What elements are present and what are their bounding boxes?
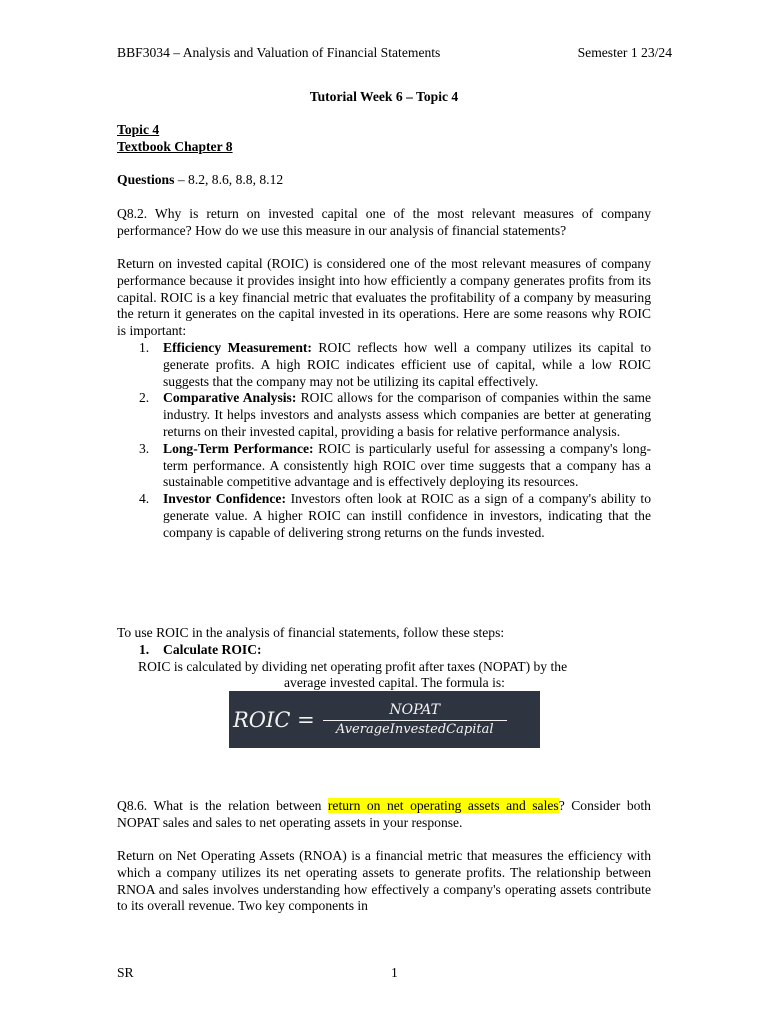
list-text: ROIC allows for the comparison of companies within the same industry. It helps investors and analysts assess which companies are better at generating returns on their invested capital, providing a basis for relative performance analysis. (163, 390, 651, 439)
page-footer (117, 965, 651, 981)
step-title: Calculate ROIC: (163, 641, 262, 657)
page-title: Tutorial Week 6 – Topic 4 (309, 89, 459, 104)
reasons-list (117, 340, 651, 542)
page-number: 1 (391, 965, 398, 980)
list-item (117, 390, 651, 440)
fraction-bar (323, 720, 507, 721)
chapter-line: Textbook Chapter 8 (117, 138, 233, 154)
formula-fraction (323, 702, 507, 738)
steps-intro: To use ROIC in the analysis of financial statements, follow these steps: (117, 625, 505, 640)
semester-label: Semester 1 23/24 (577, 45, 672, 60)
formula-numerator: NOPAT (389, 701, 440, 718)
list-text: Investors often look at ROIC as a sign of a company's ability to generate value. A higher ROIC can instill confidence in investors, indicating that the company is capable of delivering strong returns on the funds invested. (163, 491, 651, 540)
q82-answer-intro: Return on invested capital (ROIC) is considered one of the most relevant measures of company performance because it provides insight into how efficiently a company generates profits from its capital. ROIC is a key financial metric that evaluates the profitability of a company by measuring the return it generates on the capital invested in its operations. Here are some reasons why ROIC is important: (117, 256, 651, 339)
list-term: Comparative Analysis: (163, 390, 297, 406)
page-header (117, 45, 672, 61)
q86-answer: Return on Net Operating Assets (RNOA) is a financial metric that measures the efficiency with which a company utilizes its net operating assets to generate profits. The relationship between RNOA and sales involves understanding how effectively a company's operating assets contribute to its overall revenue. Two key components in (117, 848, 651, 914)
list-number: 1. (139, 339, 150, 355)
questions-line (117, 172, 651, 189)
list-number: 2. (139, 390, 150, 406)
q82-answer (117, 256, 651, 542)
topic-heading (117, 122, 651, 156)
footer-author: SR (117, 965, 134, 980)
highlighted-phrase: return on net operating assets and sales (327, 798, 559, 813)
steps-section (117, 625, 651, 692)
q82-question: Q8.2. Why is return on invested capital one of the most relevant measures of company performance? How do we use this measure in our analysis of financial statements? (117, 206, 651, 238)
q86-question-end: ? Consider both NOPAT sales and sales to net operating assets in your response. (117, 798, 651, 830)
q86-question (117, 798, 651, 832)
roic-formula-image (229, 691, 540, 748)
step-number: 1. (139, 641, 150, 657)
list-number: 4. (139, 491, 150, 507)
step-text: ROIC is calculated by dividing net operating profit after taxes (NOPAT) by the (138, 658, 568, 674)
topic-line: Topic 4 (117, 122, 160, 137)
q86-question-start: Q8.6. What is the relation between (117, 798, 328, 813)
questions-list: – 8.2, 8.6, 8.8, 8.12 (174, 172, 284, 187)
list-text: ROIC reflects how well a company utilizes its capital to generate profits. A high ROIC indicates efficient use of capital, while a low ROIC suggests that the company may not be utilizing its capital effectively. (163, 339, 651, 389)
list-item (117, 340, 651, 390)
list-item (117, 491, 651, 541)
list-text: ROIC is particularly useful for assessing a company's long-term performance. A consistently high ROIC over time suggests that a company has a sustainable competitive advantage and is effectively deploying its resources. (163, 440, 652, 490)
step-text-2: average invested capital. The formula is: (284, 675, 505, 691)
course-title: BBF3034 – Analysis and Valuation of Financial Statements (117, 45, 441, 60)
list-number: 3. (139, 440, 150, 456)
list-term: Investor Confidence: (163, 491, 286, 507)
list-term: Efficiency Measurement: (163, 339, 312, 355)
list-item (117, 441, 651, 491)
formula-lhs: ROIC = (233, 707, 315, 732)
step-heading (117, 642, 651, 659)
formula-denominator: AverageInvestedCapital (335, 721, 494, 737)
list-term: Long-Term Performance: (163, 440, 314, 456)
questions-label: Questions (117, 172, 175, 187)
